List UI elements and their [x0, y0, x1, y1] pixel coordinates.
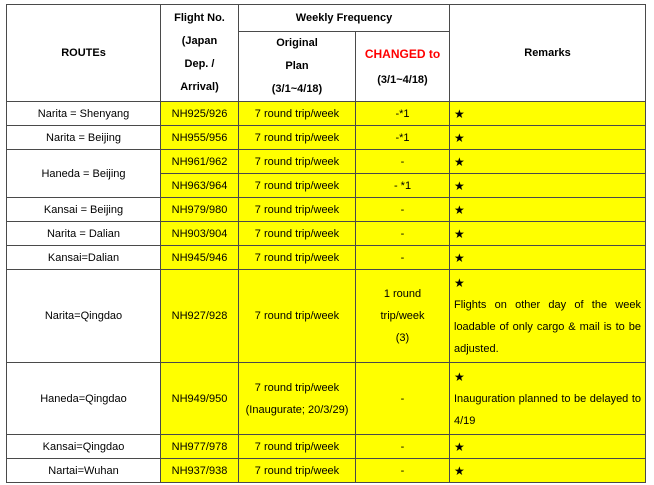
- route-cell: Narita = Shenyang: [7, 102, 161, 126]
- remarks-cell: [450, 246, 646, 270]
- route-cell: Narita = Dalian: [7, 222, 161, 246]
- flight-cell: NH979/980: [161, 198, 239, 222]
- star-icon: ★: [454, 439, 465, 454]
- original-cell: 7 round trip/week: [239, 198, 356, 222]
- remarks-text: Inauguration planned to be delayed to 4/19: [454, 392, 641, 427]
- star-icon: ★: [454, 369, 465, 384]
- remarks-text: Flights on other day of the week loadable of only cargo & mail is to be adjusted.: [454, 299, 641, 355]
- flight-schedule-table: [6, 4, 646, 483]
- header-original-plan-line: (3/1~4/18): [271, 83, 323, 95]
- changed-cell: -: [356, 363, 450, 435]
- changed-cell: -: [356, 198, 450, 222]
- header-routes: ROUTEs: [7, 5, 161, 102]
- flight-cell: NH977/978: [161, 435, 239, 459]
- table-row: [7, 435, 646, 459]
- flight-cell: NH955/956: [161, 126, 239, 150]
- flight-cell: NH961/962: [161, 150, 239, 174]
- table-row: [7, 222, 646, 246]
- star-icon: ★: [454, 130, 465, 145]
- remarks-cell: [450, 150, 646, 174]
- star-icon: ★: [454, 154, 465, 169]
- original-line: 7 round trip/week: [254, 381, 340, 394]
- header-weekly-frequency: Weekly Frequency: [239, 5, 450, 32]
- star-icon: ★: [454, 178, 465, 193]
- flight-cell: NH945/946: [161, 246, 239, 270]
- original-cell: 7 round trip/week: [239, 102, 356, 126]
- table-row: [7, 126, 646, 150]
- route-cell: Haneda=Qingdao: [7, 363, 161, 435]
- changed-line: trip/week: [380, 310, 425, 322]
- table-row: [7, 270, 646, 363]
- header-remarks: Remarks: [450, 5, 646, 102]
- star-icon: ★: [454, 226, 465, 241]
- table-row: [7, 198, 646, 222]
- flight-cell: NH963/964: [161, 174, 239, 198]
- remarks-cell: [450, 102, 646, 126]
- header-flight-no: [161, 5, 239, 102]
- changed-cell: -*1: [356, 126, 450, 150]
- original-cell: 7 round trip/week: [239, 222, 356, 246]
- route-cell: Kansai=Dalian: [7, 246, 161, 270]
- original-cell: 7 round trip/week: [239, 270, 356, 363]
- remarks-cell: [450, 126, 646, 150]
- original-line: (Inaugurate; 20/3/29): [245, 403, 349, 416]
- original-cell: 7 round trip/week: [239, 126, 356, 150]
- star-icon: ★: [454, 250, 465, 265]
- flight-cell: NH949/950: [161, 363, 239, 435]
- changed-cell: - *1: [356, 174, 450, 198]
- table-row: [7, 102, 646, 126]
- original-cell: 7 round trip/week: [239, 459, 356, 483]
- changed-line: (3): [395, 332, 410, 344]
- flight-cell: NH927/928: [161, 270, 239, 363]
- changed-cell: -*1: [356, 102, 450, 126]
- route-cell: Kansai=Qingdao: [7, 435, 161, 459]
- changed-period: (3/1~4/18): [377, 73, 428, 86]
- changed-cell: -: [356, 222, 450, 246]
- changed-cell: [356, 270, 450, 363]
- changed-cell: -: [356, 435, 450, 459]
- flight-cell: NH937/938: [161, 459, 239, 483]
- route-cell: Nartai=Wuhan: [7, 459, 161, 483]
- route-cell: Haneda = Beijing: [7, 150, 161, 198]
- original-cell: 7 round trip/week: [239, 174, 356, 198]
- original-cell: 7 round trip/week: [239, 435, 356, 459]
- star-icon: ★: [454, 276, 465, 290]
- star-icon: ★: [454, 463, 465, 478]
- route-cell: Narita = Beijing: [7, 126, 161, 150]
- table-row: [7, 363, 646, 435]
- route-cell: Kansai = Beijing: [7, 198, 161, 222]
- flight-cell: NH903/904: [161, 222, 239, 246]
- header-flight-no-line: (Japan: [181, 35, 218, 47]
- remarks-cell: [450, 270, 646, 363]
- remarks-cell: [450, 435, 646, 459]
- changed-cell: -: [356, 150, 450, 174]
- original-cell: 7 round trip/week: [239, 246, 356, 270]
- remarks-cell: [450, 222, 646, 246]
- header-original-plan-line: Plan: [285, 60, 309, 72]
- original-cell: [239, 363, 356, 435]
- header-changed-to: [356, 32, 450, 102]
- header-flight-no-line: Arrival): [180, 81, 219, 93]
- remarks-cell: [450, 459, 646, 483]
- star-icon: ★: [454, 106, 465, 121]
- changed-to-label: CHANGED to: [364, 46, 441, 61]
- header-flight-no-line: Flight No.: [174, 12, 225, 24]
- remarks-cell: [450, 174, 646, 198]
- flight-cell: NH925/926: [161, 102, 239, 126]
- header-original-plan-line: Original: [276, 37, 318, 49]
- original-cell: 7 round trip/week: [239, 150, 356, 174]
- table-row: [7, 459, 646, 483]
- header-flight-no-line: Dep. /: [184, 58, 215, 70]
- table-row: [7, 246, 646, 270]
- changed-cell: -: [356, 246, 450, 270]
- remarks-cell: [450, 363, 646, 435]
- star-icon: ★: [454, 202, 465, 217]
- changed-line: 1 round: [383, 288, 422, 300]
- header-original-plan: [239, 32, 356, 102]
- route-cell: Narita=Qingdao: [7, 270, 161, 363]
- changed-cell: -: [356, 459, 450, 483]
- table-row: [7, 150, 646, 174]
- remarks-cell: [450, 198, 646, 222]
